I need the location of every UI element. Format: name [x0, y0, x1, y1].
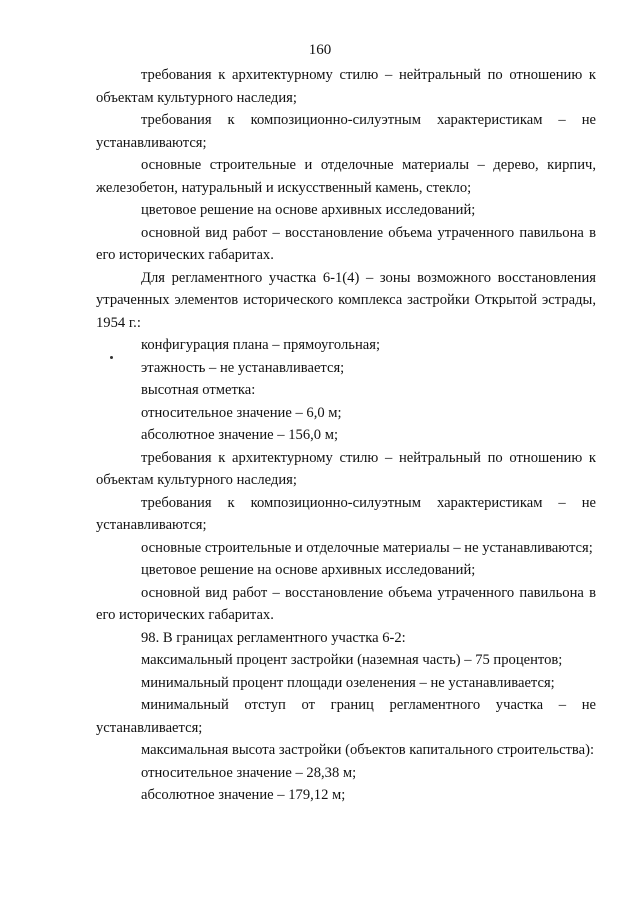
paragraph: требования к композиционно-силуэтным характеристикам – не устанавливаются;: [96, 494, 596, 533]
paragraph: требования к архитектурному стилю – нейтральный по отношению к объектам культурного наследия;: [96, 449, 596, 488]
paragraph: цветовое решение на основе архивных исследований;: [141, 202, 476, 218]
paragraph: абсолютное значение – 156,0 м;: [141, 427, 339, 443]
section-heading: 98. В границах регламентного участка 6-2:: [141, 629, 406, 646]
paragraph: этажность – не устанавливается;: [141, 359, 345, 376]
paragraph: максимальный процент застройки (наземная часть) – 75 процентов;: [141, 652, 563, 668]
paragraph: абсолютное значение – 179,12 м;: [141, 787, 346, 803]
paragraph: конфигурация плана – прямоугольная;: [141, 337, 381, 353]
paragraph: минимальный процент площади озеленения – не устанавливается;: [141, 674, 555, 691]
paragraph: относительное значение – 28,38 м;: [141, 764, 357, 781]
paragraph: требования к композиционно-силуэтным характеристикам – не устанавливаются;: [96, 112, 596, 151]
paragraph: Для регламентного участка 6-1(4) – зоны возможного восстановления утраченных элементов исторического комплекса застройки Открытой эстрады, 1954 г.:: [96, 269, 596, 331]
paragraph: минимальный отступ от границ регламентного участка – не устанавливается;: [96, 697, 596, 736]
paragraph: относительное значение – 6,0 м;: [141, 404, 342, 421]
paragraph: основной вид работ – восстановление объема утраченного павильона в его исторических габаритах.: [96, 584, 596, 623]
paragraph: требования к архитектурному стилю – нейтральный по отношению к объектам культурного наследия;: [96, 67, 596, 106]
paragraph: цветовое решение на основе архивных исследований;: [141, 562, 476, 578]
paragraph: максимальная высота застройки (объектов капитального строительства):: [141, 742, 595, 758]
paragraph: основной вид работ – восстановление объема утраченного павильона в его исторических габаритах.: [96, 224, 596, 263]
paragraph: основные строительные и отделочные материалы – дерево, кирпич, железобетон, натуральный и искусственный камень, стекло;: [96, 157, 596, 196]
paragraph: основные строительные и отделочные материалы – не устанавливаются;: [141, 539, 593, 556]
paragraph: высотная отметка:: [141, 382, 256, 398]
document-body: [96, 64, 596, 807]
page-number: 160: [308, 42, 332, 58]
